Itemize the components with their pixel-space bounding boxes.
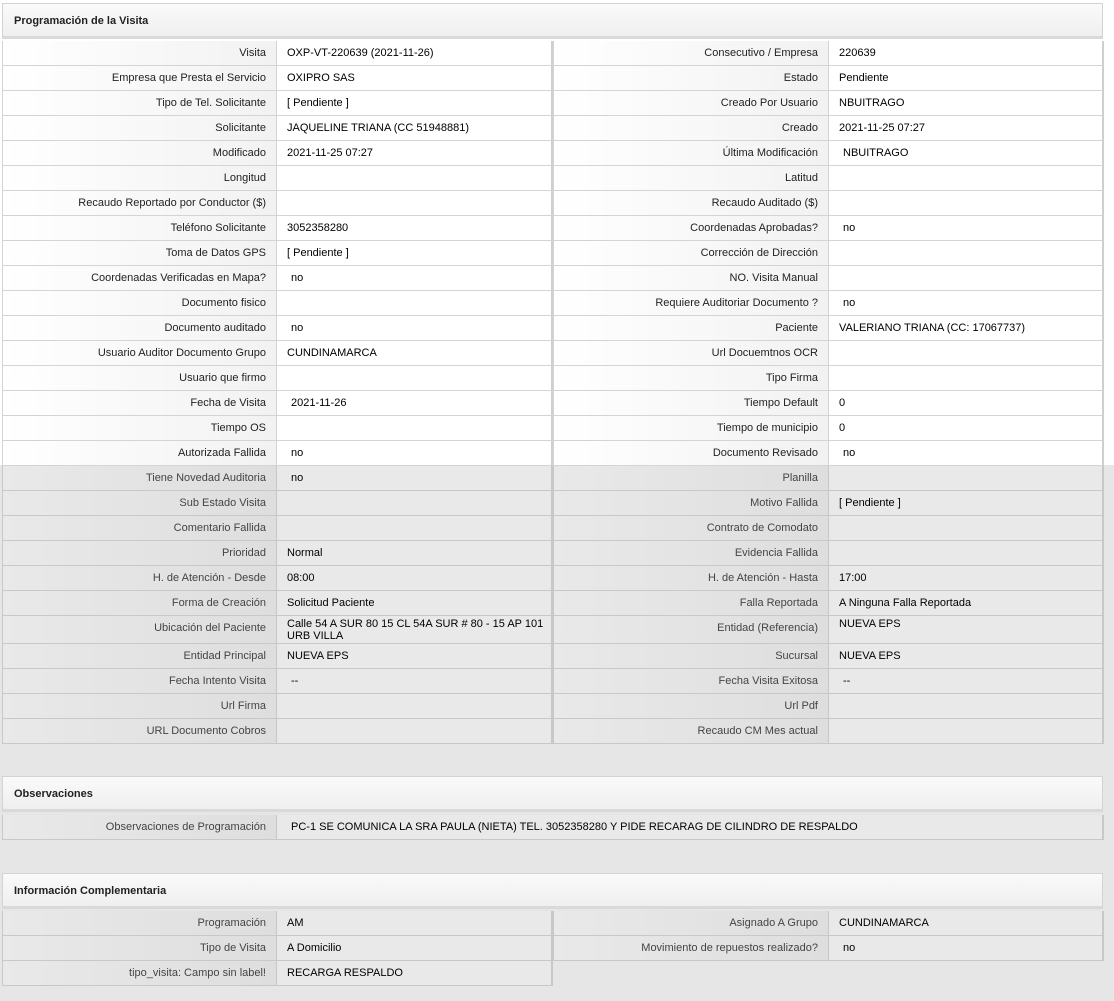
field-label: Tiene Novedad Auditoria: [2, 466, 277, 491]
field-label: Estado: [553, 66, 829, 91]
field-value: 08:00: [277, 566, 553, 591]
field-label: Recaudo CM Mes actual: [553, 719, 829, 744]
field-value: [ Pendiente ]: [277, 91, 553, 116]
field-value: 0: [829, 391, 1104, 416]
field-value: [277, 491, 553, 516]
complementaria-row: [2, 936, 1104, 961]
detail-row: [2, 91, 1104, 116]
detail-row: [2, 719, 1104, 744]
field-label: Contrato de Comodato: [553, 516, 829, 541]
detail-row: [2, 616, 1104, 644]
field-label: Documento Revisado: [553, 441, 829, 466]
field-label: Falla Reportada: [553, 591, 829, 616]
field-label: Empresa que Presta el Servicio: [2, 66, 277, 91]
complementaria-row: [2, 911, 1104, 936]
field-value: RECARGA RESPALDO: [277, 961, 553, 986]
field-label: Corrección de Dirección: [553, 241, 829, 266]
field-label: Url Firma: [2, 694, 277, 719]
field-label: Latitud: [553, 166, 829, 191]
field-value: no: [277, 316, 553, 341]
observaciones-label: Observaciones de Programación: [2, 815, 277, 840]
field-value: [277, 291, 553, 316]
field-label: Autorizada Fallida: [2, 441, 277, 466]
detail-row: [2, 541, 1104, 566]
field-value: [829, 191, 1104, 216]
field-label: Programación: [2, 911, 277, 936]
field-label: Documento fisico: [2, 291, 277, 316]
detail-row: [2, 466, 1104, 491]
detail-row: [2, 416, 1104, 441]
field-value: 2021-11-25 07:27: [829, 116, 1104, 141]
section-header-observaciones: Observaciones: [2, 776, 1103, 812]
detail-row: [2, 116, 1104, 141]
field-label: URL Documento Cobros: [2, 719, 277, 744]
field-label: Url Pdf: [553, 694, 829, 719]
field-label: Planilla: [553, 466, 829, 491]
observaciones-value: PC-1 SE COMUNICA LA SRA PAULA (NIETA) TEL. 3052358280 Y PIDE RECARAG DE CILINDRO DE RESPALDO: [277, 815, 1104, 840]
field-value: NUEVA EPS: [829, 644, 1104, 669]
field-label: Consecutivo / Empresa: [553, 41, 829, 66]
field-value: --: [829, 669, 1104, 694]
field-value: [829, 341, 1104, 366]
field-label: Tipo de Tel. Solicitante: [2, 91, 277, 116]
field-value: 3052358280: [277, 216, 553, 241]
field-label: Entidad (Referencia): [553, 616, 829, 644]
field-value: NUEVA EPS: [277, 644, 553, 669]
field-value: NBUITRAGO: [829, 91, 1104, 116]
detail-row: [2, 669, 1104, 694]
detail-row: [2, 216, 1104, 241]
field-value: 220639: [829, 41, 1104, 66]
field-label: Motivo Fallida: [553, 491, 829, 516]
field-label: Requiere Auditoriar Documento ?: [553, 291, 829, 316]
field-value: [277, 191, 553, 216]
detail-row: [2, 491, 1104, 516]
field-value: Normal: [277, 541, 553, 566]
field-label: Visita: [2, 41, 277, 66]
field-label: Evidencia Fallida: [553, 541, 829, 566]
field-value: 2021-11-26: [277, 391, 553, 416]
field-label: Longitud: [2, 166, 277, 191]
field-value: [ Pendiente ]: [829, 491, 1104, 516]
field-label: Modificado: [2, 141, 277, 166]
field-label: Asignado A Grupo: [553, 911, 829, 936]
detail-row: [2, 141, 1104, 166]
detail-row: [2, 391, 1104, 416]
detail-row: [2, 591, 1104, 616]
field-label: Tipo de Visita: [2, 936, 277, 961]
detail-row: [2, 516, 1104, 541]
field-value: no: [829, 936, 1104, 961]
field-value: 2021-11-25 07:27: [277, 141, 553, 166]
field-label: Ubicación del Paciente: [2, 616, 277, 644]
field-value: no: [277, 266, 553, 291]
detail-row: [2, 341, 1104, 366]
field-value: [277, 166, 553, 191]
field-label: Sub Estado Visita: [2, 491, 277, 516]
field-value: [829, 694, 1104, 719]
field-value: no: [277, 441, 553, 466]
field-label: Coordenadas Verificadas en Mapa?: [2, 266, 277, 291]
field-value: [277, 366, 553, 391]
field-value: CUNDINAMARCA: [829, 911, 1104, 936]
field-label: Usuario Auditor Documento Grupo: [2, 341, 277, 366]
field-value: no: [829, 441, 1104, 466]
field-label: Movimiento de repuestos realizado?: [553, 936, 829, 961]
field-value: [829, 241, 1104, 266]
field-label: Forma de Creación: [2, 591, 277, 616]
field-value: JAQUELINE TRIANA (CC 51948881): [277, 116, 553, 141]
field-label: Fecha Intento Visita: [2, 669, 277, 694]
field-label: Prioridad: [2, 541, 277, 566]
section-header-complementaria: Información Complementaria: [2, 873, 1103, 909]
field-value: NUEVA EPS: [829, 616, 1104, 644]
field-value: [829, 366, 1104, 391]
field-value: OXP-VT-220639 (2021-11-26): [277, 41, 553, 66]
detail-row: [2, 166, 1104, 191]
field-label: Última Modificación: [553, 141, 829, 166]
field-value: Pendiente: [829, 66, 1104, 91]
field-value: Solicitud Paciente: [277, 591, 553, 616]
detail-row: [2, 191, 1104, 216]
field-value: VALERIANO TRIANA (CC: 17067737): [829, 316, 1104, 341]
field-label: Toma de Datos GPS: [2, 241, 277, 266]
field-value: --: [277, 669, 553, 694]
field-label: tipo_visita: Campo sin label!: [2, 961, 277, 986]
field-label: Recaudo Auditado ($): [553, 191, 829, 216]
field-value: Calle 54 A SUR 80 15 CL 54A SUR # 80 - 15 AP 101 URB VILLA: [277, 616, 553, 644]
field-value: CUNDINAMARCA: [277, 341, 553, 366]
field-value: no: [829, 216, 1104, 241]
detail-row: [2, 316, 1104, 341]
field-value: [829, 166, 1104, 191]
field-value: [829, 541, 1104, 566]
field-label: Fecha Visita Exitosa: [553, 669, 829, 694]
field-label: H. de Atención - Hasta: [553, 566, 829, 591]
field-label: Documento auditado: [2, 316, 277, 341]
detail-row: [2, 66, 1104, 91]
field-value: [ Pendiente ]: [277, 241, 553, 266]
field-label: NO. Visita Manual: [553, 266, 829, 291]
detail-row: [2, 566, 1104, 591]
detail-row: [2, 366, 1104, 391]
field-value: [829, 516, 1104, 541]
field-label: Creado Por Usuario: [553, 91, 829, 116]
field-label: Tiempo de municipio: [553, 416, 829, 441]
field-label: Sucursal: [553, 644, 829, 669]
field-value: [277, 694, 553, 719]
field-label: Comentario Fallida: [2, 516, 277, 541]
field-label: Teléfono Solicitante: [2, 216, 277, 241]
field-label: Coordenadas Aprobadas?: [553, 216, 829, 241]
field-label: Fecha de Visita: [2, 391, 277, 416]
field-value: no: [277, 466, 553, 491]
detail-row: [2, 644, 1104, 669]
detail-row: [2, 694, 1104, 719]
field-label: Tiempo OS: [2, 416, 277, 441]
complementaria-row: [2, 961, 553, 986]
field-value: no: [829, 291, 1104, 316]
field-value: [277, 516, 553, 541]
field-value: [277, 416, 553, 441]
field-label: Paciente: [553, 316, 829, 341]
field-value: A Domicilio: [277, 936, 553, 961]
field-value: 0: [829, 416, 1104, 441]
field-label: Tiempo Default: [553, 391, 829, 416]
observaciones-row: [2, 815, 1104, 840]
detail-row: [2, 241, 1104, 266]
field-label: Usuario que firmo: [2, 366, 277, 391]
field-value: OXIPRO SAS: [277, 66, 553, 91]
field-label: H. de Atención - Desde: [2, 566, 277, 591]
section-header-programacion: Programación de la Visita: [2, 3, 1103, 39]
field-label: Tipo Firma: [553, 366, 829, 391]
detail-row: [2, 441, 1104, 466]
field-value: [829, 719, 1104, 744]
field-value: A Ninguna Falla Reportada: [829, 591, 1104, 616]
field-label: Solicitante: [2, 116, 277, 141]
field-label: Creado: [553, 116, 829, 141]
detail-row: [2, 266, 1104, 291]
field-label: Url Docuemtnos OCR: [553, 341, 829, 366]
field-value: [277, 719, 553, 744]
field-label: Entidad Principal: [2, 644, 277, 669]
field-value: [829, 466, 1104, 491]
detail-row: [2, 41, 1104, 66]
field-value: [829, 266, 1104, 291]
field-value: AM: [277, 911, 553, 936]
field-label: Recaudo Reportado por Conductor ($): [2, 191, 277, 216]
detail-row: [2, 291, 1104, 316]
field-value: 17:00: [829, 566, 1104, 591]
field-value: NBUITRAGO: [829, 141, 1104, 166]
